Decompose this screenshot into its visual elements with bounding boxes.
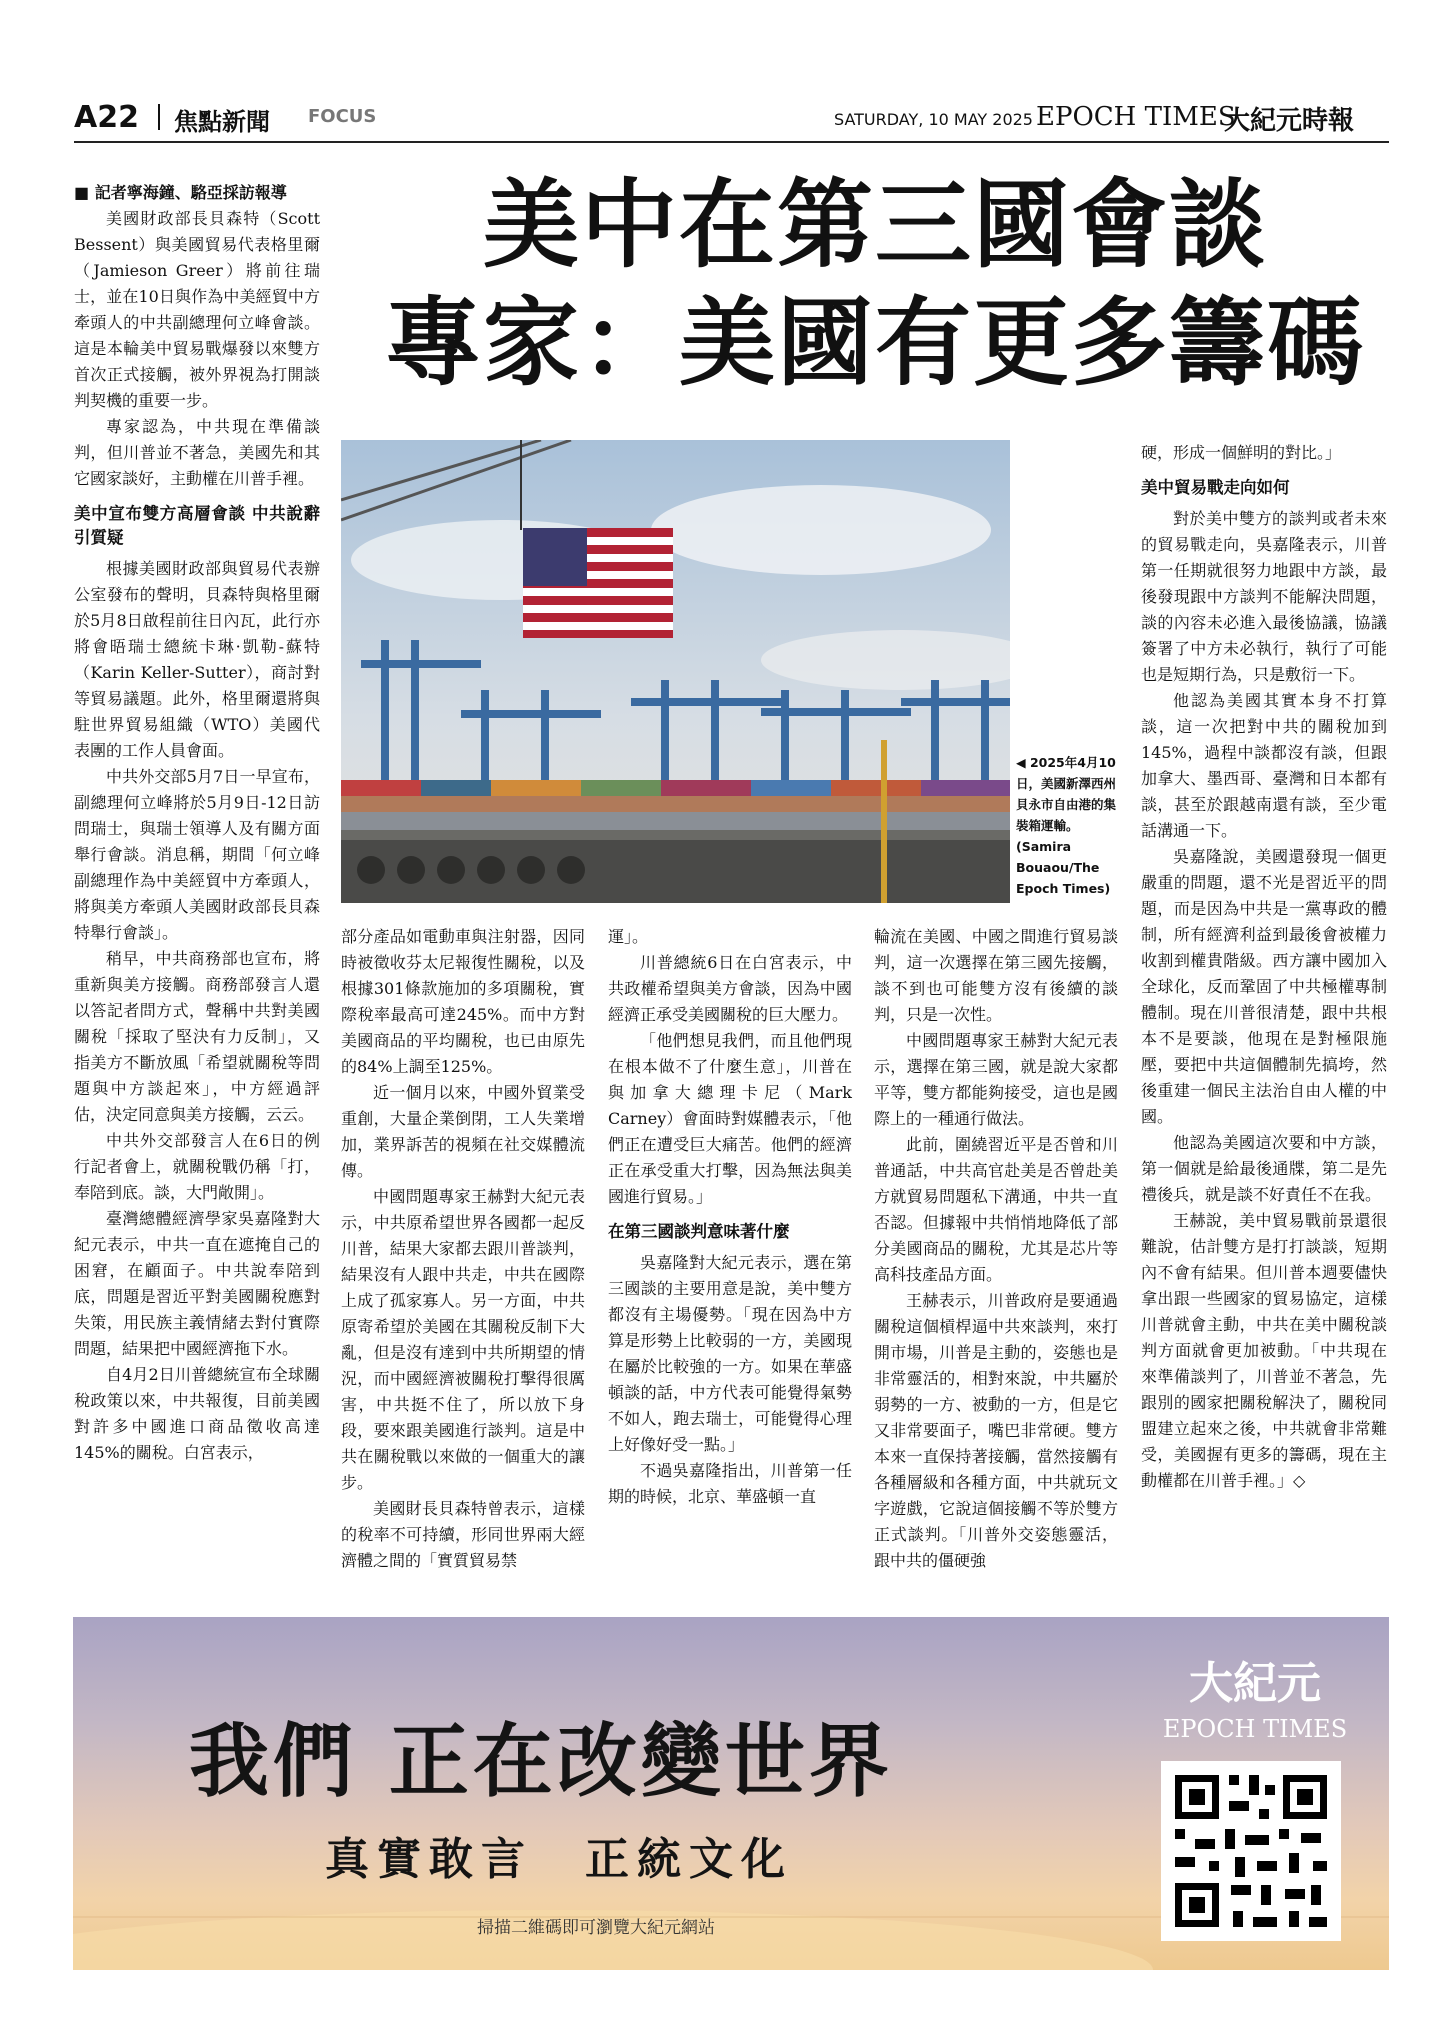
paragraph: 不過吳嘉隆指出，川普第一任期的時候，北京、華盛頓一直	[608, 1461, 852, 1506]
paragraph: 臺灣總體經濟學家吳嘉隆對大紀元表示，中共一直在遮掩自己的困窘，在顧面子。中共說奉陪到底，問題是習近平對美國關稅應對失策，用民族主義情緒去對付實際問題，結果把中國經濟拖下水。	[74, 1209, 320, 1358]
subheading: 美中宣布雙方高層會談 中共說辭引質疑	[74, 504, 320, 547]
paragraph: 近一個月以來，中國外貿業受重創，大量企業倒閉，工人失業增加，業界訴苦的視頻在社交媒體流傳。	[341, 1083, 585, 1180]
article-column-4	[874, 924, 1118, 1574]
paragraph: 王赫說，美中貿易戰前景還很難說，估計雙方是打打談談，短期內不會有結果。但川普本週要儘快拿出跟一些國家的貿易協定，這樣川普就會主動，中共在美中關稅談判方面就會更加被動。「中共現在來準備談判了，川普並不著急，先跟別的國家把關稅解決了，關稅同盟建立起來之後，中共就會非常難受，美國握有更多的籌碼，現在主動權都在川普手裡。」◇	[1141, 1211, 1387, 1490]
port-photo-illustration	[341, 440, 1010, 903]
paragraph: 吳嘉隆說，美國還發現一個更嚴重的問題，還不光是習近平的問題，而是因為中共是一黨專政的體制，所有經濟利益到最後會被權力收割到權貴階級。西方讓中國加入全球化，反而鞏固了中共極權專制體制。現在川普很清楚，跟中共根本不是要談，他現在是對極限施壓，要把中共這個體制先搞垮，然後重建一個民主法治自由人權的中國。	[1141, 847, 1387, 1126]
paragraph: 稍早，中共商務部也宣布，將重新與美方接觸。商務部發言人還以答記者問方式，聲稱中共對美國關稅「採取了堅決有力反制」，又指美方不斷放風「希望就關稅等問題與中方談起來」，中方經過評估，決定同意與美方接觸，云云。	[74, 949, 320, 1124]
paragraph: 他認為美國這次要和中方談，第一個就是給最後通牒，第二是先禮後兵，就是談不好責任不在我。	[1141, 1133, 1387, 1204]
paragraph: 中共外交部5月7日一早宣布，副總理何立峰將於5月9日-12日訪問瑞士，與瑞士領導人及有關方面舉行會談。消息稱，期間「何立峰副總理作為中美經貿中方牽頭人，將與美方牽頭人美國財政部長貝森特舉行會談」。	[74, 767, 320, 942]
header-rule	[74, 141, 1389, 143]
paragraph: 自4月2日川普總統宣布全球關稅政策以來，中共報復，目前美國對許多中國進口商品徵收高達145%的關稅。白宮表示，	[74, 1365, 320, 1462]
qr-code-icon	[1161, 1761, 1341, 1941]
paragraph: 運」。	[608, 927, 649, 946]
qr-code[interactable]	[1161, 1761, 1341, 1941]
paragraph: 「他們想見我們，而且他們現在根本做不了什麼生意」，川普在與加拿大總理卡尼（Mark Carney）會面時對媒體表示，「他們正在遭受巨大痛苦。他們的經濟正在承受重大打擊，因為無法與美國進行貿易。」	[608, 1031, 852, 1206]
headline-line-1: 美中在第三國會談	[483, 168, 1267, 281]
article-column-5	[1141, 440, 1387, 1494]
article-photo	[341, 440, 1010, 903]
paragraph: 部分產品如電動車與注射器，因同時被徵收芬太尼報復性關稅，以及根據301條款施加的多項關稅，實際稅率最高可達245%。而中方對美國商品的平均關稅，也已由原先的84%上調至125%。	[341, 927, 585, 1076]
page-number: A22	[74, 100, 139, 135]
brand-name-zh: 大紀元時報	[1224, 106, 1355, 136]
paragraph: 美國財政部長貝森特（Scott Bessent）與美國貿易代表格里爾（Jamieson Greer）將前往瑞士，並在10日與作為中美經貿中方牽頭人的中共副總理何立峰會談。這是本輪美中貿易戰爆發以來雙方首次正式接觸，被外界視為打開談判契機的重要一步。	[74, 209, 320, 410]
paragraph: 輪流在美國、中國之間進行貿易談判，這一次選擇在第三國先接觸，談不到也可能雙方沒有後續的談判，只是一次性。	[874, 927, 1118, 1024]
section-name-en: FOCUS	[308, 106, 377, 127]
ad-logo-en: EPOCH TIMES	[1162, 1715, 1348, 1743]
paragraph: 專家認為，中共現在準備談判，但川普並不著急，美國先和其它國家談好，主動權在川普手裡。	[74, 417, 320, 488]
ad-slogan: 我們 正在改變世界	[189, 1714, 893, 1808]
article-column-3	[608, 924, 852, 1510]
issue-date: SATURDAY, 10 MAY 2025	[834, 110, 1033, 129]
paragraph: 王赫表示，川普政府是要通過關稅這個槓桿逼中共來談判，來打開市場，川普是主動的，姿態也是非常靈活的，相對來說，中共屬於弱勢的一方、被動的一方，但是它又非常要面子，嘴巴非常硬。雙方本來一直保持著接觸，當然接觸有各種層級和各種方面，中共就玩文字遊戲，它說這個接觸不等於雙方正式談判。「川普外交姿態靈活，跟中共的僵硬強	[874, 1291, 1118, 1570]
ad-logo-zh: 大紀元	[1189, 1658, 1321, 1709]
paragraph: 中國問題專家王赫對大紀元表示，選擇在第三國，就是說大家都平等，雙方都能夠接受，這也是國際上的一種通行做法。	[874, 1031, 1118, 1128]
ad-tagline: 真實敢言 正統文化	[325, 1834, 793, 1885]
paragraph: 此前，圍繞習近平是否曾和川普通話，中共高官赴美是否曾赴美方就貿易問題私下溝通，中共一直否認。但據報中共悄悄地降低了部分美國商品的關稅，尤其是芯片等高科技產品方面。	[874, 1135, 1118, 1284]
paragraph: 川普總統6日在白宮表示，中共政權希望與美方會談，因為中國經濟正承受美國關稅的巨大壓力。	[608, 953, 852, 1024]
paragraph: 美國財長貝森特曾表示，這樣的稅率不可持續，形同世界兩大經濟體之間的「實質貿易禁	[341, 1499, 585, 1570]
ad-scan-text: 掃描二維碼即可瀏覽大紀元網站	[477, 1918, 715, 1938]
paragraph: 吳嘉隆對大紀元表示，選在第三國談的主要用意是說，美中雙方都沒有主場優勢。「現在因為中方算是形勢上比較弱的一方，美國現在屬於比較強的一方。如果在華盛頓談的話，中方代表可能覺得氣勢不如人，跑去瑞士，可能覺得心理上好像好受一點。」	[608, 1253, 852, 1454]
article-column-1	[74, 180, 320, 1466]
headline-line-2: 專家：美國有更多籌碼	[385, 286, 1365, 399]
article-column-2	[341, 924, 585, 1574]
subheading: 在第三國談判意味著什麼	[608, 1222, 790, 1241]
paragraph: 硬，形成一個鮮明的對比。」	[1141, 443, 1342, 462]
brand-name: EPOCH TIMES	[1036, 102, 1236, 132]
byline: ■ 記者寧海鐘、駱亞採訪報導	[74, 183, 287, 202]
subheading: 美中貿易戰走向如何	[1141, 478, 1290, 497]
paragraph: 根據美國財政部與貿易代表辦公室發布的聲明，貝森特與格里爾於5月8日啟程前往日內瓦，此行亦將會晤瑞士總統卡琳·凱勒-蘇特（Karin Keller-Sutter），商討對等貿易議題。此外，格里爾還將與駐世界貿易組織（WTO）美國代表團的工作人員會面。	[74, 559, 320, 760]
photo-caption: ◀ 2025年4月10日，美國新澤西州貝永市自由港的集裝箱運輸。(Samira Bouaou/The Epoch Times)	[1016, 755, 1117, 896]
paragraph: 中共外交部發言人在6日的例行記者會上，就關稅戰仍稱「打，奉陪到底。談，大門敞開」。	[74, 1131, 320, 1202]
epoch-times-advertisement	[73, 1617, 1389, 1970]
header-divider	[158, 104, 160, 130]
section-name: 焦點新聞	[174, 108, 270, 136]
paragraph: 中國問題專家王赫對大紀元表示，中共原希望世界各國都一起反川普，結果大家都去跟川普談判，結果沒有人跟中共走，中共在國際上成了孤家寡人。另一方面，中共原寄希望於美國在其關稅反制下大亂，但是沒有達到中共所期望的情況，而中國經濟被關稅打擊得很厲害，中共挺不住了，所以放下身段，要來跟美國進行談判。這是中共在關稅戰以來做的一個重大的讓步。	[341, 1187, 585, 1492]
paragraph: 他認為美國其實本身不打算談，這一次把對中共的關稅加到145%，過程中談都沒有談，但跟加拿大、墨西哥、臺灣和日本都有談，甚至於跟越南還有談，至少電話溝通一下。	[1141, 691, 1387, 840]
page-header	[74, 100, 1389, 136]
paragraph: 對於美中雙方的談判或者未來的貿易戰走向，吳嘉隆表示，川普第一任期就很努力地跟中方談，最後發現跟中方談判不能解決問題，談的內容未必進入最後協議，協議簽署了中方未必執行，執行了可能也是短期行為，只是敷衍一下。	[1141, 509, 1387, 684]
